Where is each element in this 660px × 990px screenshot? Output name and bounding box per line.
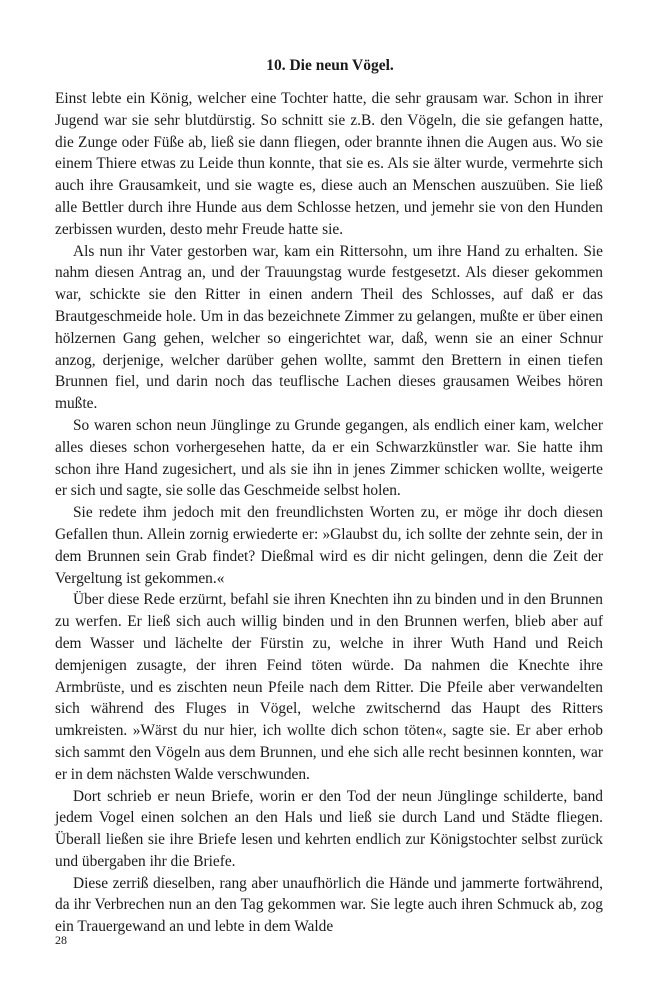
paragraph-3: So waren schon neun Jünglinge zu Grunde gegangen, als endlich einer kam, welcher alles dieses schon vorhergesehen hatte, da er ein Schwarzkünstler war. Sie hatte ihm schon ihre Hand zugesichert, und als sie ihn in jenes Zimmer schicken wollte, weigerte er sich und sagte, sie solle das Geschmeide selbst holen.: [55, 416, 603, 500]
paragraph-1: Einst lebte ein König, welcher eine Tochter hatte, die sehr grausam war. Schon in ihrer Jugend war sie sehr blutdürstig. So schnitt sie z.B. den Vögeln, die sie gefangen hatte, die Zunge oder Füße ab, ließ sie dann fliegen, oder brannte ihnen die Augen aus. Wo sie einem Thiere etwas zu Leide thun konnte, that sie es. Als sie älter wurde, vermehrte sich auch ihre Grausamkeit, und sie wagte es, diese auch an Menschen auszuüben. Sie ließ alle Bettler durch ihre Hunde aus dem Schlosse hetzen, und jemehr sie von den Hunden zerbissen wurden, desto mehr Freude hatte sie.: [55, 90, 603, 238]
paragraph-5: Über diese Rede erzürnt, befahl sie ihren Knechten ihn zu binden und in den Brunnen zu werfen. Er ließ sich auch willig binden und in den Brunnen werfen, blieb aber auf dem Wasser und lächelte der Fürstin zu, welche in ihrer Wuth Hand und Reich demjenigen zusagte, der ihren Feind töten würde. Da nahmen die Knechte ihre Armbrüste, und es zischten neun Pfeile nach dem Ritter. Die Pfeile aber verwandelten sich während des Fluges in Vögel, welche zwitschernd das Haupt des Ritters umkreisten. »Wärst du nur hier, ich wollte dich schon töten«, sagte sie. Er aber erhob sich sammt den Vögeln aus dem Brunnen, und ehe sich alle recht besinnen konnten, war er in dem nächsten Walde verschwunden.: [55, 591, 603, 783]
story-title: 10. Die neun Vögel.: [266, 57, 394, 74]
paragraph-2: Als nun ihr Vater gestorben war, kam ein Rittersohn, um ihre Hand zu erhalten. Sie nahm diesen Antrag an, und der Trauungstag wurde festgesetzt. Als dieser gekommen war, schickte sie den Ritter in einen andern Theil des Schlosses, auf daß er das Brautgeschmeide hole. Um in das bezeichnete Zimmer zu gelangen, mußte er über einen hölzernen Gang gehen, welcher so eingerichtet war, daß, wenn sie an einer Schnur anzog, derjenige, welcher darüber gehen wollte, sammt den Brettern in einen tiefen Brunnen fiel, und darin noch das teuflische Lachen dieses grausamen Weibes hören mußte.: [55, 242, 603, 413]
paragraph-4: Sie redete ihm jedoch mit den freundlichsten Worten zu, er möge ihr doch diesen Gefallen thun. Allein zornig erwiederte er: »Glaubst du, ich sollte der zehnte sein, der in dem Brunnen sein Grab findet? Dießmal wird es dir nicht gelingen, denn die Zeit der Vergeltung ist gekommen.«: [55, 504, 603, 587]
story-body: [55, 88, 603, 938]
page-number: 28: [55, 933, 67, 947]
paragraph-7: Diese zerriß dieselben, rang aber unaufhörlich die Hände und jammerte fortwährend, da ihr Verbrechen nun an den Tag gekommen war. Sie legte auch ihren Schmuck ab, zog ein Trauergewand an und lebte in dem Walde: [55, 874, 603, 936]
paragraph-6: Dort schrieb er neun Briefe, worin er den Tod der neun Jünglinge schilderte, band jedem Vogel einen solchen an den Hals und ließ sie durch Land und Städte fliegen. Überall ließen sie ihre Briefe lesen und kehrten endlich zur Königstochter selbst zurück und übergaben ihr die Briefe.: [55, 787, 603, 870]
